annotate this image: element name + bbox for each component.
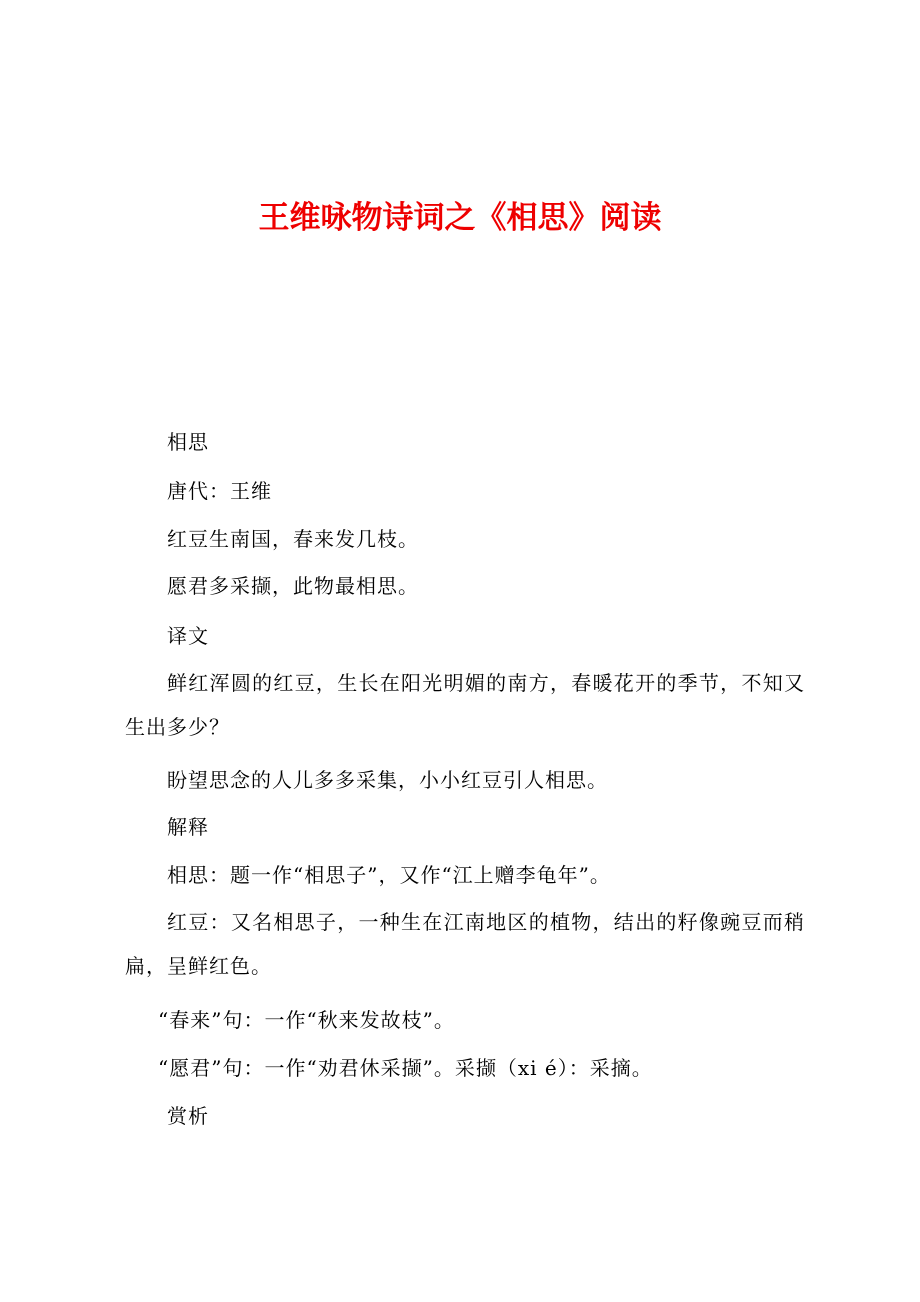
- poem-author: 唐代：王维: [167, 479, 272, 503]
- translation-paragraph-2: 盼望思念的人儿多多采集，小小红豆引人相思。: [167, 768, 608, 792]
- note-2: 红豆：又名相思子，一种生在江南地区的植物，结出的籽像豌豆而稍扁，呈鲜红色。: [125, 910, 805, 978]
- poem-title: 相思: [167, 430, 209, 454]
- translation-heading: 译文: [167, 624, 209, 648]
- notes-heading: 解释: [167, 815, 209, 839]
- poem-verse-2: 愿君多采撷，此物最相思。: [167, 574, 419, 598]
- translation-paragraph-1: 鲜红浑圆的红豆，生长在阳光明媚的南方，春暖花开的季节，不知又生出多少？: [125, 671, 805, 739]
- appreciation-heading: 赏析: [167, 1104, 209, 1128]
- note-4: “愿君”句：一作“劝君休采撷”。采撷（xi é）：采摘。: [158, 1056, 653, 1080]
- poem-verse-1: 红豆生南国，春来发几枝。: [167, 527, 419, 551]
- note-1: 相思：题一作“相思子”，又作“江上赠李龟年”。: [167, 863, 611, 887]
- note-3: “春来”句：一作“秋来发故枝”。: [158, 1008, 455, 1032]
- document-title: 王维咏物诗词之《相思》阅读: [258, 200, 662, 236]
